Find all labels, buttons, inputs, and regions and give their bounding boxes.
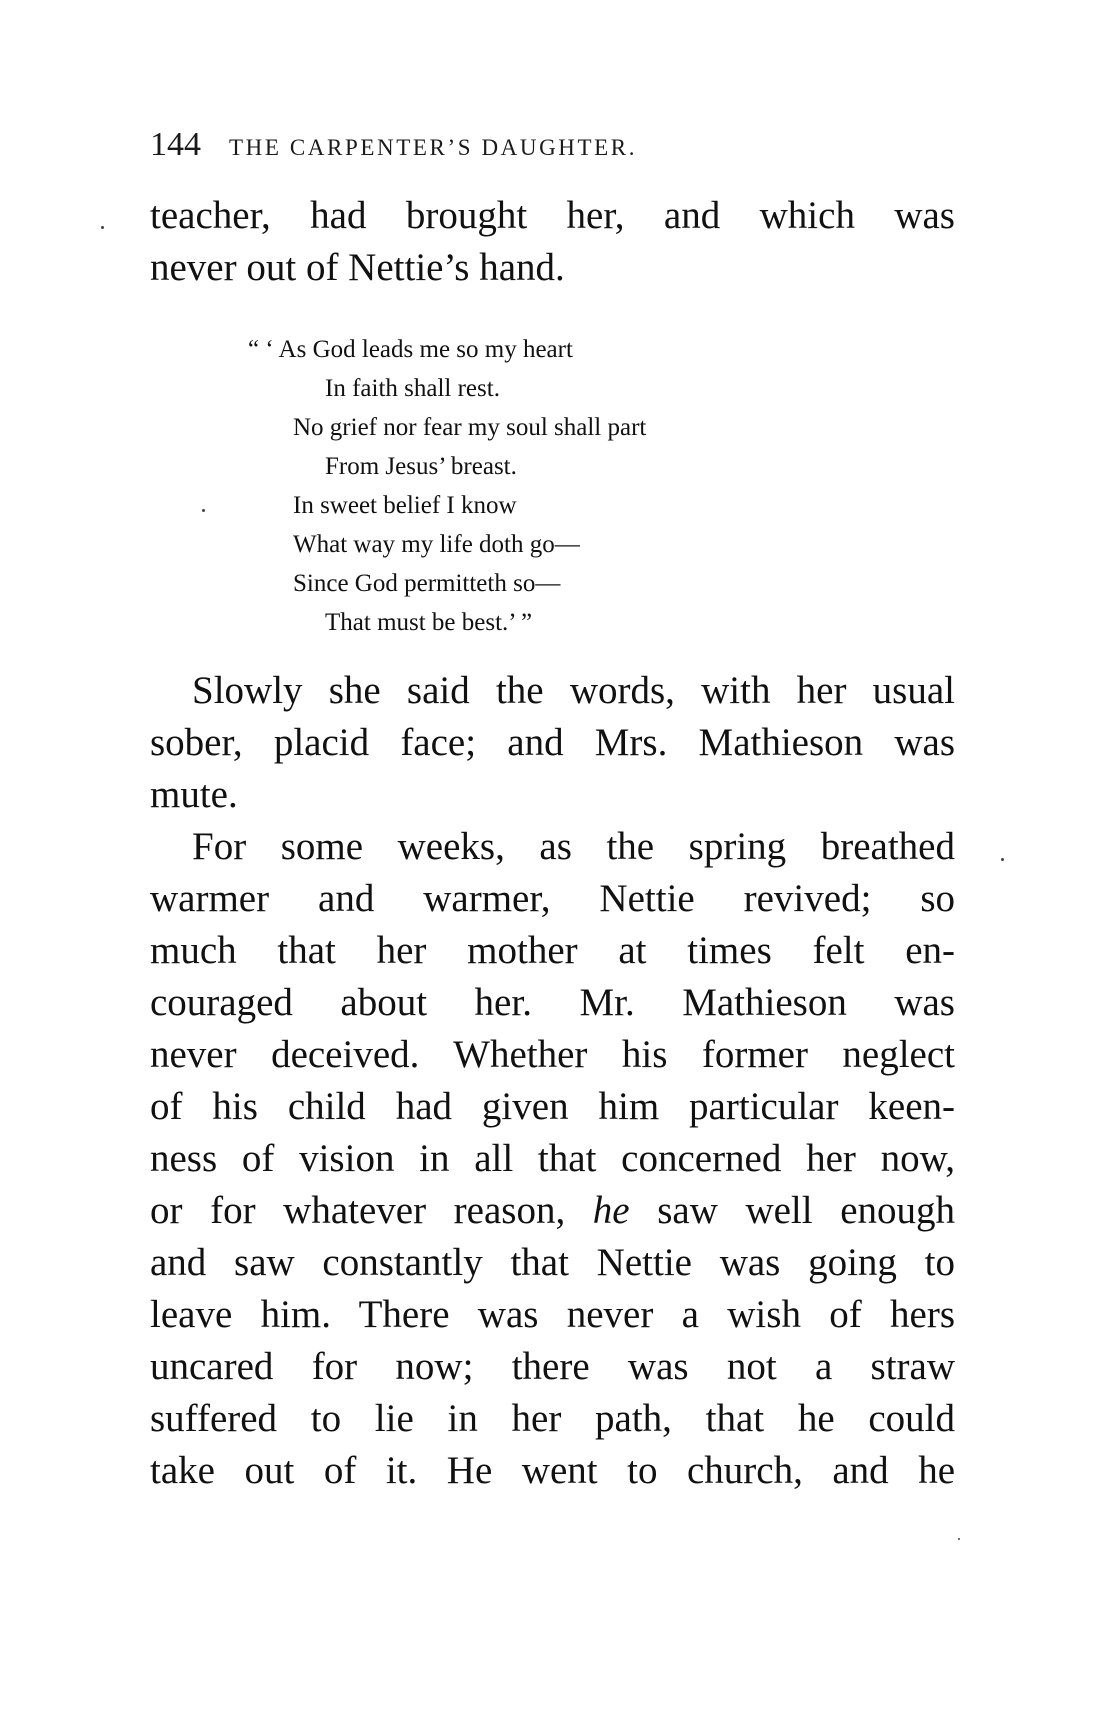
print-speck: [1001, 858, 1004, 861]
text-line: couraged about her. Mr. Mathieson was: [150, 981, 955, 1024]
poem-line: Since God permitteth so—: [293, 570, 561, 597]
text-fragment: saw well enough: [657, 1189, 955, 1232]
text-line: of his child had given him particular keen-: [150, 1085, 955, 1128]
print-speck: [101, 226, 104, 229]
text-line: teacher, had brought her, and which was: [150, 194, 955, 237]
text-line: For some weeks, as the spring breathed: [192, 825, 955, 868]
paragraph-slowly: [150, 665, 955, 821]
text-line: Slowly she said the words, with her usual: [192, 669, 955, 712]
poem-line: What way my life doth go—: [293, 531, 580, 558]
running-title: THE CARPENTER’S DAUGHTER.: [229, 135, 638, 160]
text-line: never deceived. Whether his former neglect: [150, 1033, 955, 1076]
poem-line: In faith shall rest.: [325, 375, 500, 402]
page-number: 144: [150, 126, 201, 163]
print-speck: [958, 1538, 960, 1540]
text-line: never out of Nettie’s hand.: [150, 246, 565, 289]
text-line-with-emphasis: [150, 1185, 955, 1237]
poem-line: That must be best.’ ”: [325, 609, 533, 636]
text-line: and saw constantly that Nettie was going to: [150, 1241, 955, 1284]
text-line: take out of it. He went to church, and he: [150, 1449, 955, 1492]
poem-block: [0, 0, 1103, 650]
text-line: sober, placid face; and Mrs. Mathieson was: [150, 721, 955, 764]
text-line: ness of vision in all that concerned her now,: [150, 1137, 955, 1180]
text-line: leave him. There was never a wish of hers: [150, 1293, 955, 1336]
poem-line: In sweet belief I know: [293, 492, 517, 519]
text-fragment: or for whatever reason,: [150, 1189, 566, 1232]
paragraph-some-weeks: [150, 821, 955, 1497]
emphasized-word: he: [592, 1189, 630, 1232]
poem-line: From Jesus’ breast.: [325, 453, 517, 480]
text-line: warmer and warmer, Nettie revived; so: [150, 877, 955, 920]
poem-line: “ ‘ As God leads me so my heart: [248, 336, 573, 363]
text-line: much that her mother at times felt en-: [150, 929, 955, 972]
poem-line: No grief nor fear my soul shall part: [293, 414, 647, 441]
text-line: mute.: [150, 773, 238, 816]
text-line: suffered to lie in her path, that he could: [150, 1397, 955, 1440]
print-speck: [202, 509, 205, 512]
text-line: uncared for now; there was not a straw: [150, 1345, 955, 1388]
